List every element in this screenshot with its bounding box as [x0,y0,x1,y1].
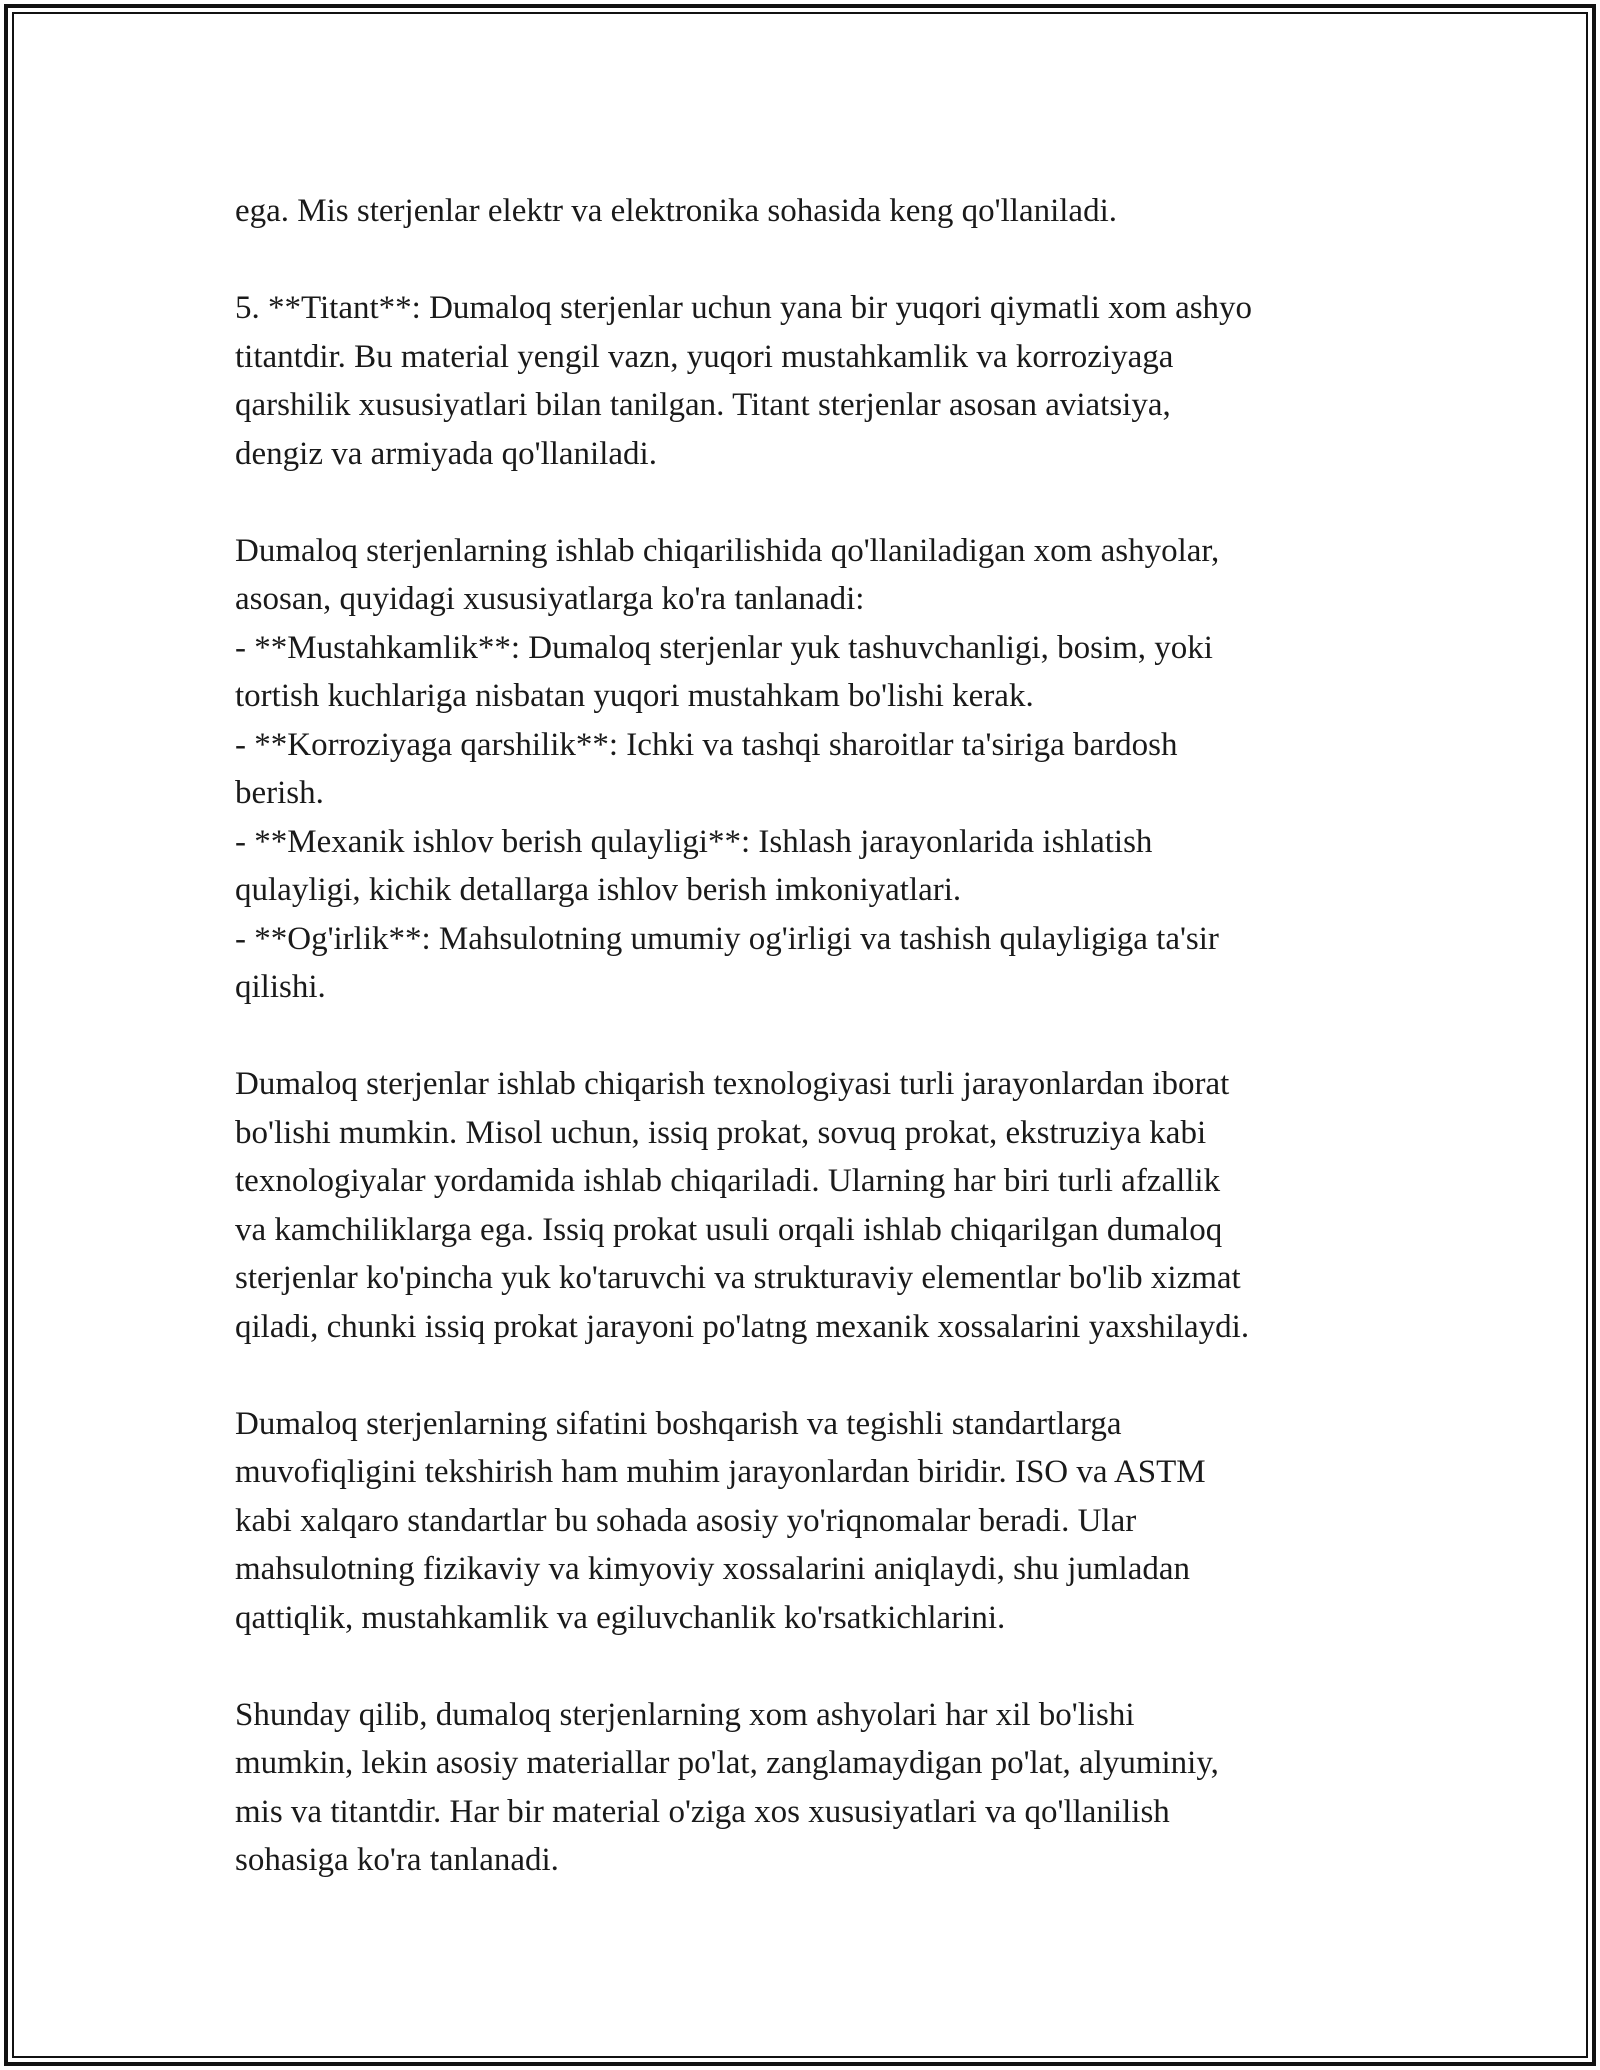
document-body [235,187,1385,1885]
paragraph-conclusion: Shunday qilib, dumaloq sterjenlarning xom ashyolari har xil bo'lishi mumkin, lekin asosiy materiallar po'lat, zanglamaydigan po'lat, alyuminiy, mis va titantdir. Har bir material o'ziga xos xususiyatlari va qo'llanilish sohasiga ko'ra tanlanadi. [235,1696,1219,1878]
paragraph-copper-continuation: ega. Mis sterjenlar elektr va elektronika sohasida keng qo'llaniladi. [235,193,1117,229]
paragraph-titanium: 5. **Titant**: Dumaloq sterjenlar uchun yana bir yuqori qiymatli xom ashyo titantdir. Bu material yengil vazn, yuqori mustahkamlik va korroziyaga qarshilik xususiyatlari bilan tanilgan. Titant sterjenlar asosan aviatsiya, dengiz va armiyada qo'llaniladi. [235,290,1253,472]
paragraph-quality-standards: Dumaloq sterjenlarning sifatini boshqarish va tegishli standartlarga muvofiqligini tekshirish ham muhim jarayonlardan biridir. ISO va ASTM kabi xalqaro standartlar bu sohada asosiy yo'riqnomalar beradi. Ular mahsulotning fizikaviy va kimyoviy xossalarini aniqlaydi, shu jumladan qattiqlik, mustahkamlik va egiluvchanlik ko'rsatkichlarini. [235,1405,1206,1636]
paragraph-production-technology: Dumaloq sterjenlar ishlab chiqarish texnologiyasi turli jarayonlardan iborat bo'lishi mumkin. Misol uchun, issiq prokat, sovuq prokat, ekstruziya kabi texnologiyalar yordamida ishlab chiqariladi. Ularning har biri turli afzallik va kamchiliklarga ega. Issiq prokat usuli orqali ishlab chiqarilgan dumaloq sterjenlar ko'pincha yuk ko'taruvchi va strukturaviy elementlar bo'lib xizmat qiladi, chunki issiq prokat jarayoni po'latng mexanik xossalarini yaxshilaydi. [235,1066,1250,1345]
paragraph-selection-criteria: Dumaloq sterjenlarning ishlab chiqarilishida qo'llaniladigan xom ashyolar, asosan, quyidagi xususiyatlarga ko'ra tanlanadi: - **Mustahkamlik**: Dumaloq sterjenlar yuk tashuvchanligi, bosim, yoki tortish kuchlariga nisbatan yuqori mustahkam bo'lishi kerak. - **Korroziyaga qarshilik**: Ichki va tashqi sharoitlar ta'siriga bardosh berish. - **Mexanik ishlov berish qulayligi**: Ishlash jarayonlarida ishlatish qulayligi, kichik detallarga ishlov berish imkoniyatlari. - **Og'irlik**: Mahsulotning umumiy og'irligi va tashish qulayligiga ta'sir qilishi. [235,532,1220,1005]
